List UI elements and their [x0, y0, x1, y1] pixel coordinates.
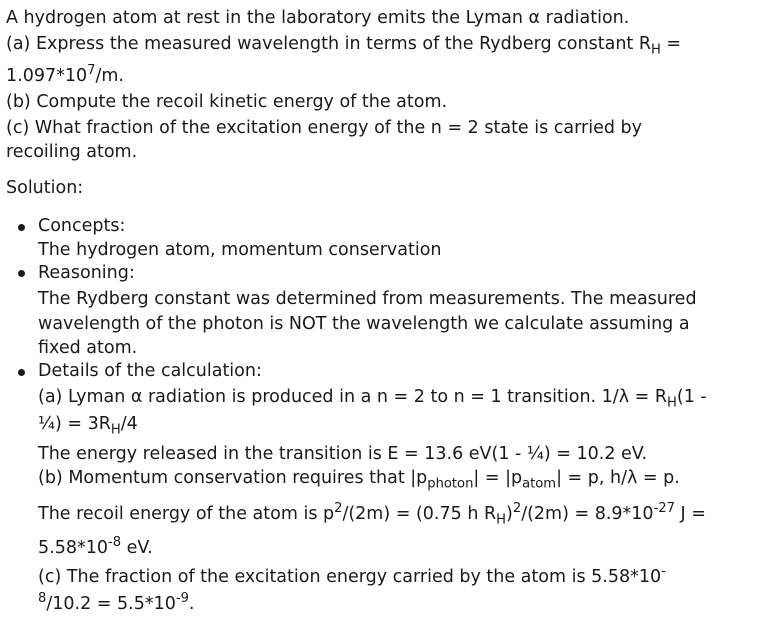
subscript: photon	[427, 476, 474, 492]
concepts-text	[38, 238, 442, 262]
problem-text: (b) Compute the recoil kinetic energy of the atom.	[6, 92, 448, 112]
section-text: The Rydberg constant was determined from measurements. The measured	[38, 289, 697, 309]
problem-text: /m.	[95, 66, 124, 86]
calc-text: (b) Momentum conservation requires that |p	[38, 468, 428, 488]
reasoning-line-3	[38, 336, 137, 360]
calc-text: | = p, h/λ = p.	[556, 468, 680, 488]
calc-text: (c) The fraction of the excitation energy carried by the atom is 5.58*10	[38, 567, 662, 587]
calc-text: /4	[120, 414, 138, 434]
problem-text: (a) Express the measured wavelength in terms of the Rydberg constant R	[6, 34, 651, 54]
details-a-line-1	[38, 385, 707, 409]
problem-text: A hydrogen atom at rest in the laboratory emits the Lyman α radiation.	[6, 8, 630, 28]
reasoning-title	[38, 261, 135, 285]
details-b-line-3	[38, 536, 153, 560]
calc-text: 5.58*10	[38, 538, 108, 558]
calc-text: (a) Lyman α radiation is produced in a n = 2 to n = 1 transition. 1/λ = R	[38, 387, 668, 407]
details-a-line-3	[38, 442, 647, 466]
concepts-title	[38, 214, 125, 238]
problem-part-c	[6, 116, 642, 140]
calc-text: )	[506, 504, 513, 524]
calc-text: ¼) = 3R	[38, 414, 111, 434]
superscript: 8	[38, 590, 47, 606]
calc-text: /(2m) = 8.9*10	[521, 504, 654, 524]
superscript: 2	[334, 500, 343, 516]
details-c-line-1	[38, 565, 666, 589]
section-title: Concepts:	[38, 216, 126, 236]
section-text: fixed atom.	[38, 338, 138, 358]
details-title	[38, 359, 262, 383]
calc-text: /10.2 = 5.5*10	[46, 594, 176, 614]
calc-text: J =	[674, 504, 706, 524]
superscript: -9	[175, 590, 189, 606]
reasoning-line-1	[38, 287, 697, 311]
subscript: H	[110, 422, 121, 438]
problem-text: recoiling atom.	[6, 142, 138, 162]
problem-part-a	[6, 32, 681, 56]
details-b-line-2	[38, 502, 706, 526]
details-c-line-2	[38, 592, 195, 616]
problem-text: 1.097*10	[6, 66, 88, 86]
problem-rydberg-value	[6, 64, 124, 88]
subscript: H	[667, 395, 677, 411]
bullet-icon	[18, 270, 25, 277]
section-text: wavelength of the photon is NOT the wavelength we calculate assuming a	[38, 314, 690, 334]
calc-text: /(2m) = (0.75 h R	[342, 504, 497, 524]
subscript: H	[496, 512, 507, 528]
section-title: Reasoning:	[38, 263, 135, 283]
calc-text: (1 -	[676, 387, 707, 407]
superscript: 7	[87, 62, 96, 78]
details-b-line-1	[38, 466, 680, 490]
calc-text: .	[188, 594, 195, 614]
superscript: -	[661, 563, 666, 579]
calc-text: | = |p	[473, 468, 523, 488]
superscript: 2	[512, 500, 522, 516]
problem-text: =	[660, 34, 682, 54]
bullet-icon	[18, 224, 25, 231]
problem-part-c-cont	[6, 140, 137, 164]
bullet-icon	[18, 369, 25, 376]
subscript: H	[651, 42, 661, 58]
calc-text: The energy released in the transition is E = 13.6 eV(1 - ¼) = 10.2 eV.	[38, 444, 648, 464]
reasoning-line-2	[38, 312, 690, 336]
details-a-line-2	[38, 412, 138, 436]
superscript: -8	[107, 534, 122, 550]
heading-text: Solution:	[6, 178, 84, 198]
solution-heading	[6, 176, 83, 200]
section-title: Details of the calculation:	[38, 361, 262, 381]
problem-part-b	[6, 90, 447, 114]
superscript: -27	[653, 500, 675, 516]
subscript: atom	[522, 476, 557, 492]
calc-text: The recoil energy of the atom is p	[38, 504, 335, 524]
problem-text: (c) What fraction of the excitation energy of the n = 2 state is carried by	[6, 118, 642, 138]
section-text: The hydrogen atom, momentum conservation	[38, 240, 442, 260]
calc-text: eV.	[121, 538, 153, 558]
problem-line-1	[6, 6, 629, 30]
